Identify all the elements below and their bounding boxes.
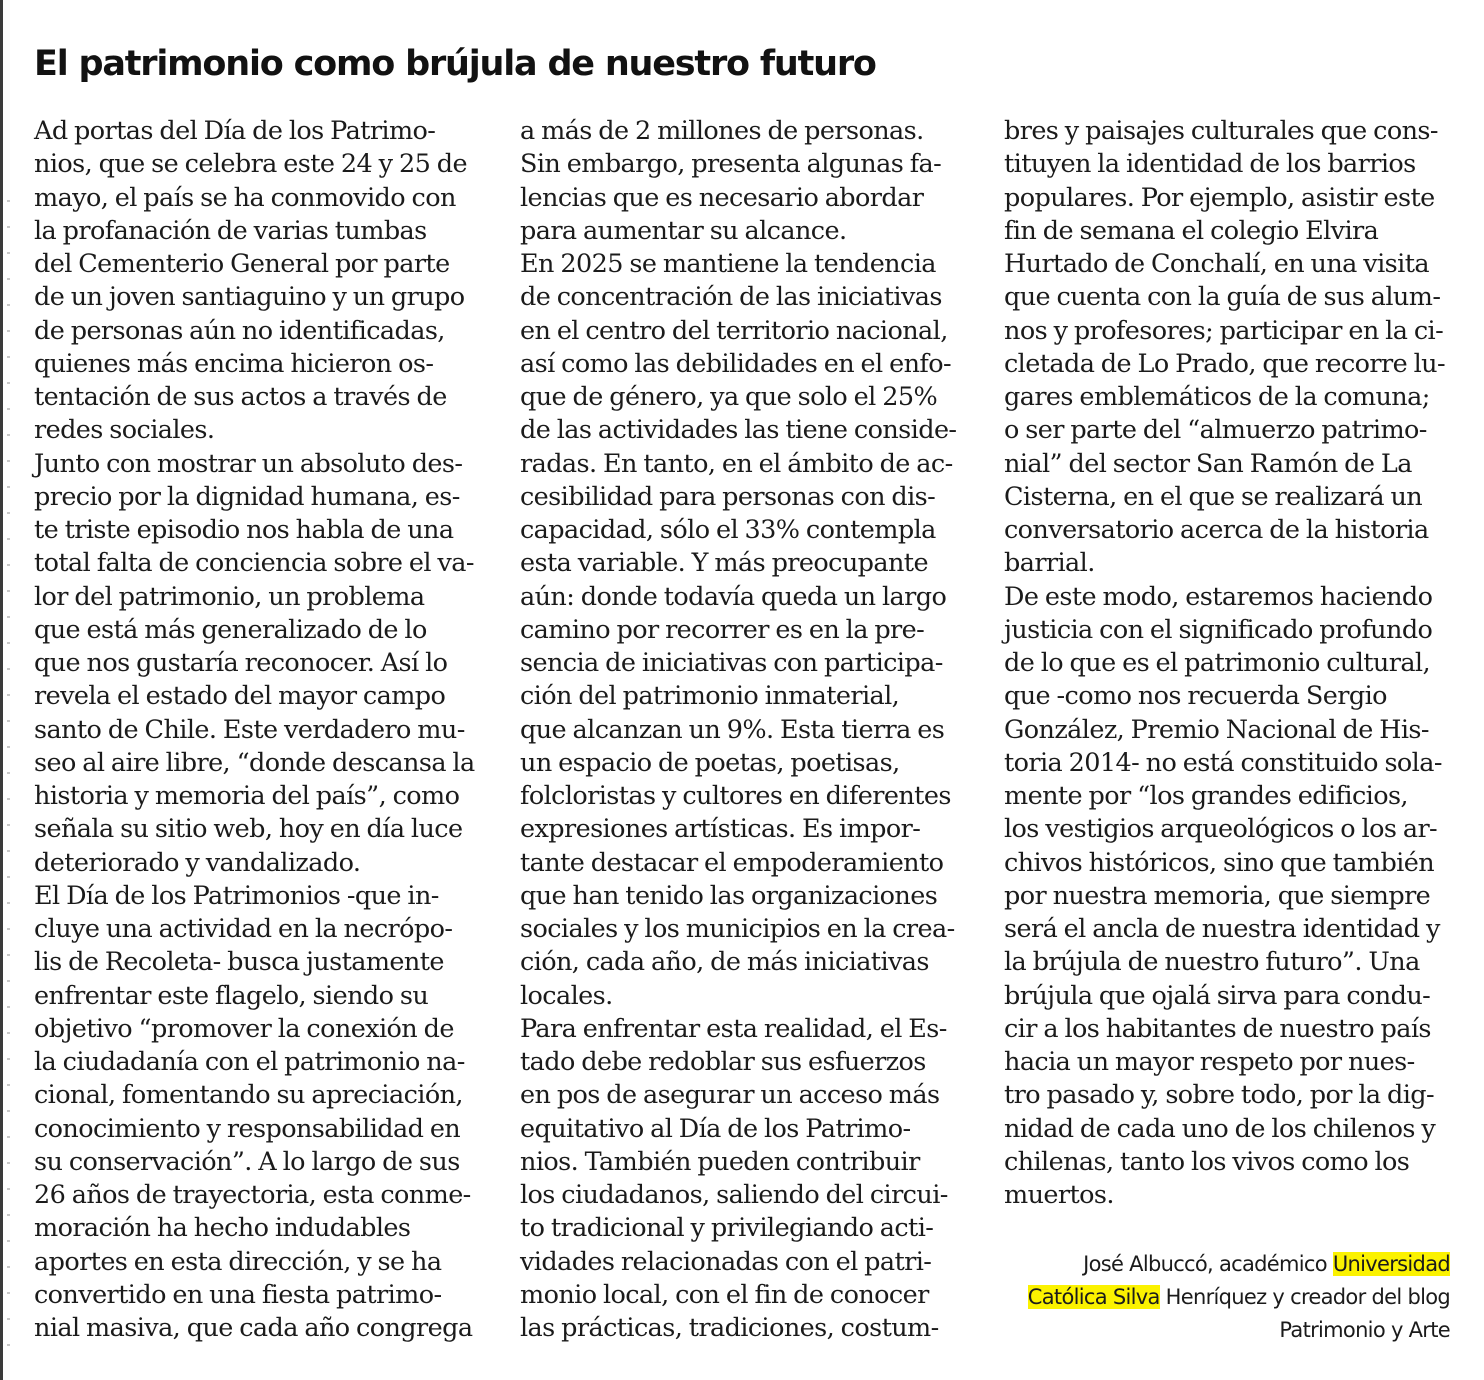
article-text-line: del Cementerio General por parte (34, 249, 450, 279)
article-text-line: Cisterna, en el que se realizará un (1004, 481, 1423, 512)
article-text-line: será el ancla de nuestra identidad y (1004, 914, 1440, 944)
article-text-line: fin de semana el colegio Elvira (1004, 215, 1379, 246)
article-text-line: que -como nos recuerda Sergio (1004, 681, 1387, 712)
article-text-line: o ser parte del “almuerzo patrimo- (1004, 415, 1427, 446)
article-text-line: lis de Recoleta- busca justamente (34, 947, 444, 978)
article-text-line: quienes más encima hicieron os- (34, 348, 434, 379)
article-text-line: chivos históricos, sino que también (1004, 847, 1435, 878)
article-text-line: nial” del sector San Ramón de La (1004, 448, 1412, 479)
article-text-line: muertos. (1004, 1180, 1114, 1210)
article-text-line: de personas aún no identificadas, (34, 315, 445, 346)
article-text-line: aún: donde todavía queda un largo (520, 581, 947, 612)
article-text-line: Ad portas del Día de los Patrimo- (34, 116, 436, 146)
article-text-line: de las actividades las tiene conside- (520, 415, 957, 446)
article-text-line: tado debe redoblar sus esfuerzos (520, 1047, 926, 1077)
article-text-line: vidades relacionadas con el patri- (520, 1246, 932, 1277)
article-text-line: conversatorio acerca de la historia (1004, 515, 1429, 545)
article-text-line: total falta de conciencia sobre el va- (34, 548, 474, 579)
article-headline: El patrimonio como brújula de nuestro futuro (34, 44, 876, 84)
article-text-line: brújula que ojalá sirva para condu- (1004, 980, 1431, 1011)
article-text-line: nios, que se celebra este 24 y 25 de (34, 149, 467, 180)
article-column-1 (34, 115, 486, 1345)
article-text-line: cional, fomentando su apreciación, (34, 1080, 463, 1111)
article-text-line: en pos de asegurar un acceso más (520, 1080, 940, 1111)
article-text-line: mente por “los grandes edificios, (1004, 781, 1408, 811)
article-text-line: camino por recorrer es en la pre- (520, 614, 925, 645)
article-text-line: expresiones artísticas. Es impor- (520, 814, 921, 845)
article-text-line: las prácticas, tradiciones, costum- (520, 1313, 939, 1343)
article-text-line: a más de 2 millones de personas. (520, 116, 924, 146)
article-text-line: nial masiva, que cada año congrega (34, 1313, 473, 1343)
page-edge-marks (7, 200, 10, 1350)
article-text-line: capacidad, sólo el 33% contempla (520, 515, 936, 545)
article-text-line: revela el estado del mayor campo (34, 681, 446, 712)
article-text-line: De este modo, estaremos haciendo (1004, 581, 1433, 612)
article-text-line: que cuenta con la guía de sus alum- (1004, 282, 1441, 313)
article-text-line: cletada de Lo Prado, que recorre lu- (1004, 348, 1445, 379)
article-text-line: santo de Chile. Este verdadero mu- (34, 714, 465, 745)
article-text-line: para aumentar su alcance. (520, 215, 847, 246)
article-text-line: to tradicional y privilegiando acti- (520, 1213, 934, 1244)
article-text-line: cluye una actividad en la necrópo- (34, 914, 453, 944)
article-text-line: tituyen la identidad de los barrios (1004, 149, 1416, 180)
article-text-line: esta variable. Y más preocupante (520, 548, 928, 579)
article-text-line: ción del patrimonio inmaterial, (520, 681, 900, 712)
article-text-line: así como las debilidades en el enfo- (520, 348, 952, 379)
article-column-2 (520, 115, 970, 1345)
article-text-line: que de género, ya que solo el 25% (520, 382, 938, 412)
article-text-line: equitativo al Día de los Patrimo- (520, 1113, 911, 1144)
article-text-line: gares emblemáticos de la comuna; (1004, 382, 1430, 412)
article-column-3 (1004, 115, 1456, 1212)
page-edge-rule (0, 0, 3, 1380)
article-text-line: barrial. (1004, 548, 1095, 579)
article-text-line: que está más generalizado de lo (34, 614, 427, 645)
article-text-line: su conservación”. A lo largo de sus (34, 1146, 460, 1177)
article-text-line: Junto con mostrar un absoluto des- (34, 448, 463, 479)
article-text-line: bres y paisajes culturales que cons- (1004, 116, 1438, 146)
article-text-line: los ciudadanos, saliendo del circui- (520, 1180, 948, 1210)
article-text-line: te triste episodio nos habla de una (34, 515, 454, 545)
article-text-line: monio local, con el fin de conocer (520, 1279, 929, 1310)
byline-highlight-university: Universidad (1332, 1252, 1450, 1276)
byline-blog-name: Patrimonio y Arte (1279, 1318, 1450, 1342)
author-byline (1028, 1248, 1450, 1347)
article-text-line: lor del patrimonio, un problema (34, 581, 425, 612)
article-text-line: cir a los habitantes de nuestro país (1004, 1013, 1431, 1044)
article-text-line: enfrentar este flagelo, siendo su (34, 980, 429, 1011)
article-text-line: conocimiento y responsabilidad en (34, 1113, 461, 1144)
article-text-line: Hurtado de Conchalí, en una visita (1004, 249, 1429, 279)
article-text-line: que han tenido las organizaciones (520, 880, 938, 911)
byline-line-1 (1028, 1248, 1450, 1281)
article-text-line: populares. Por ejemplo, asistir este (1004, 182, 1435, 213)
article-text-line: convertido en una fiesta patrimo- (34, 1279, 442, 1310)
article-text-line: toria 2014- no está constituido sola- (1004, 747, 1442, 778)
byline-affiliation: Henríquez y creador del blog (1159, 1285, 1450, 1309)
article-text-line: nos y profesores; participar en la ci- (1004, 315, 1444, 346)
article-text-line: la brújula de nuestro futuro”. Una (1004, 947, 1420, 978)
article-text-line: lencias que es necesario abordar (520, 182, 924, 213)
article-text-line: cesibilidad para personas con dis- (520, 481, 936, 512)
article-text-line: justicia con el significado profundo (1004, 614, 1433, 645)
article-text-line: mayo, el país se ha conmovido con (34, 182, 456, 213)
article-text-line: la profanación de varias tumbas (34, 215, 427, 246)
article-text-line: tentación de sus actos a través de (34, 382, 447, 412)
article-text-line: nios. También pueden contribuir (520, 1146, 920, 1177)
article-text-line: deteriorado y vandalizado. (34, 847, 361, 878)
article-text-line: locales. (520, 980, 613, 1011)
article-text-line: Para enfrentar esta realidad, el Es- (520, 1013, 947, 1044)
article-text-line: que alcanzan un 9%. Esta tierra es (520, 714, 945, 745)
byline-highlight-institution: Católica Silva (1027, 1285, 1160, 1309)
article-text-line: de lo que es el patrimonio cultural, (1004, 648, 1430, 678)
article-text-line: González, Premio Nacional de His- (1004, 714, 1429, 745)
article-text-line: la ciudadanía con el patrimonio na- (34, 1047, 465, 1077)
article-text-line: sencia de iniciativas con participa- (520, 648, 943, 678)
article-text-line: seo al aire libre, “donde descansa la (34, 747, 475, 778)
article-text-line: de concentración de las iniciativas (520, 282, 942, 313)
article-text-line: folcloristas y cultores en diferentes (520, 781, 951, 811)
article-text-line: por nuestra memoria, que siempre (1004, 880, 1431, 911)
article-text-line: hacia un mayor respeto por nues- (1004, 1047, 1415, 1077)
article-text-line: en el centro del territorio nacional, (520, 315, 948, 346)
article-text-line: En 2025 se mantiene la tendencia (520, 249, 936, 279)
article-text-line: aportes en esta dirección, y se ha (34, 1246, 442, 1277)
article-text-line: tante destacar el empoderamiento (520, 847, 944, 878)
article-text-line: nidad de cada uno de los chilenos y (1004, 1113, 1436, 1144)
article-text-line: 26 años de trayectoria, esta conme- (34, 1180, 471, 1210)
article-text-line: chilenas, tanto los vivos como los (1004, 1146, 1410, 1177)
article-text-line: radas. En tanto, en el ámbito de ac- (520, 448, 953, 479)
article-text-line: ción, cada año, de más iniciativas (520, 947, 929, 978)
article-text-line: precio por la dignidad humana, es- (34, 481, 460, 512)
article-text-line: El Día de los Patrimonios -que in- (34, 880, 439, 911)
article-text-line: tro pasado y, sobre todo, por la dig- (1004, 1080, 1435, 1111)
article-text-line: moración ha hecho indudables (34, 1213, 411, 1244)
article-text-line: Sin embargo, presenta algunas fa- (520, 149, 942, 180)
article-text-line: un espacio de poetas, poetisas, (520, 747, 900, 778)
article-text-line: sociales y los municipios en la crea- (520, 914, 955, 944)
article-text-line: señala su sitio web, hoy en día luce (34, 814, 463, 845)
byline-author-name: José Albuccó, académico (1083, 1252, 1333, 1276)
article-text-line: que nos gustaría reconocer. Así lo (34, 648, 448, 678)
article-text-line: historia y memoria del país”, como (34, 781, 460, 811)
article-text-line: objetivo “promover la conexión de (34, 1013, 454, 1044)
article-text-line: redes sociales. (34, 415, 215, 446)
article-text-line: los vestigios arqueológicos o los ar- (1004, 814, 1438, 845)
byline-line-2 (1028, 1281, 1450, 1314)
article-text-line: de un joven santiaguino y un grupo (34, 282, 465, 313)
